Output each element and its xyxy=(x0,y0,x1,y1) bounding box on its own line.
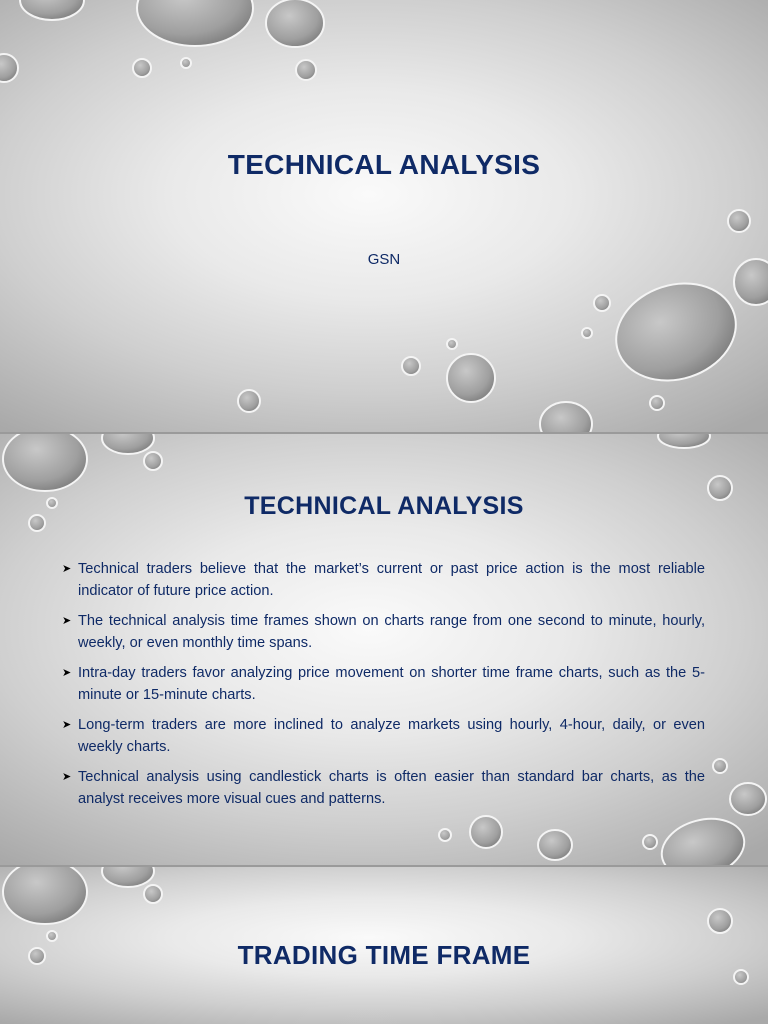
slide-1 xyxy=(0,0,768,432)
water-drop xyxy=(102,867,154,887)
bullet-item xyxy=(62,610,705,654)
bullet-text: Technical traders believe that the market’s current or past price action is the most reliable indicator of future price action. xyxy=(78,561,705,599)
water-drop xyxy=(730,783,766,815)
arrowhead-bullet-icon: ➤ xyxy=(62,615,72,627)
slide-title: TRADING TIME FRAME xyxy=(237,940,531,970)
water-drop xyxy=(655,810,751,865)
bullet-item xyxy=(62,714,705,758)
arrowhead-bullet-icon: ➤ xyxy=(62,719,72,731)
water-drop xyxy=(708,909,732,933)
water-drop xyxy=(20,0,84,20)
water-drop xyxy=(603,268,748,395)
water-drop xyxy=(144,885,162,903)
bullet-text: Technical analysis using candlestick charts is often easier than standard bar charts, as the analyst receives more visual cues and patterns. xyxy=(78,769,705,807)
bullet-list xyxy=(62,558,705,818)
water-drop xyxy=(734,970,748,984)
water-drop xyxy=(713,759,727,773)
water-drop xyxy=(658,434,710,448)
water-drop xyxy=(643,835,657,849)
bullet-text: Long-term traders are more inclined to analyze markets using hourly, 4-hour, daily, or even weekly charts. xyxy=(78,717,705,755)
water-drop xyxy=(133,59,151,77)
bullet-item xyxy=(62,662,705,706)
bullet-item xyxy=(62,558,705,602)
water-drop xyxy=(538,830,572,860)
slide-title: TECHNICAL ANALYSIS xyxy=(227,149,541,180)
water-drop xyxy=(402,357,420,375)
bullet-text: Intra-day traders favor analyzing price movement on shorter time frame charts, such as the 5-minute or 15-minute charts. xyxy=(78,665,705,703)
water-drop xyxy=(728,210,750,232)
water-droplets-decoration xyxy=(0,0,768,432)
arrowhead-bullet-icon: ➤ xyxy=(62,771,72,783)
water-drop xyxy=(447,339,457,349)
arrowhead-bullet-icon: ➤ xyxy=(62,667,72,679)
water-drop xyxy=(144,452,162,470)
slide-2 xyxy=(0,434,768,865)
slide-title: TECHNICAL ANALYSIS xyxy=(244,492,524,520)
water-drop xyxy=(582,328,592,338)
water-drop xyxy=(296,60,316,80)
bullet-text: The technical analysis time frames shown on charts range from one second to minute, hourly, weekly, or even monthly time spans. xyxy=(78,613,705,651)
water-drop xyxy=(238,390,260,412)
water-drop xyxy=(447,354,495,402)
water-drop xyxy=(594,295,610,311)
slide-3 xyxy=(0,867,768,1024)
water-drop xyxy=(439,829,451,841)
water-drop xyxy=(540,402,592,432)
water-drop xyxy=(3,867,87,924)
water-drop xyxy=(266,0,324,47)
bullet-item xyxy=(62,766,705,810)
water-drop xyxy=(3,434,87,491)
water-drop xyxy=(137,0,253,46)
water-drop xyxy=(181,58,191,68)
slide-subtitle: GSN xyxy=(367,251,401,268)
water-drop xyxy=(650,396,664,410)
water-drop xyxy=(102,434,154,454)
arrowhead-bullet-icon: ➤ xyxy=(62,563,72,575)
water-drop xyxy=(470,816,502,848)
water-drop xyxy=(0,54,18,82)
